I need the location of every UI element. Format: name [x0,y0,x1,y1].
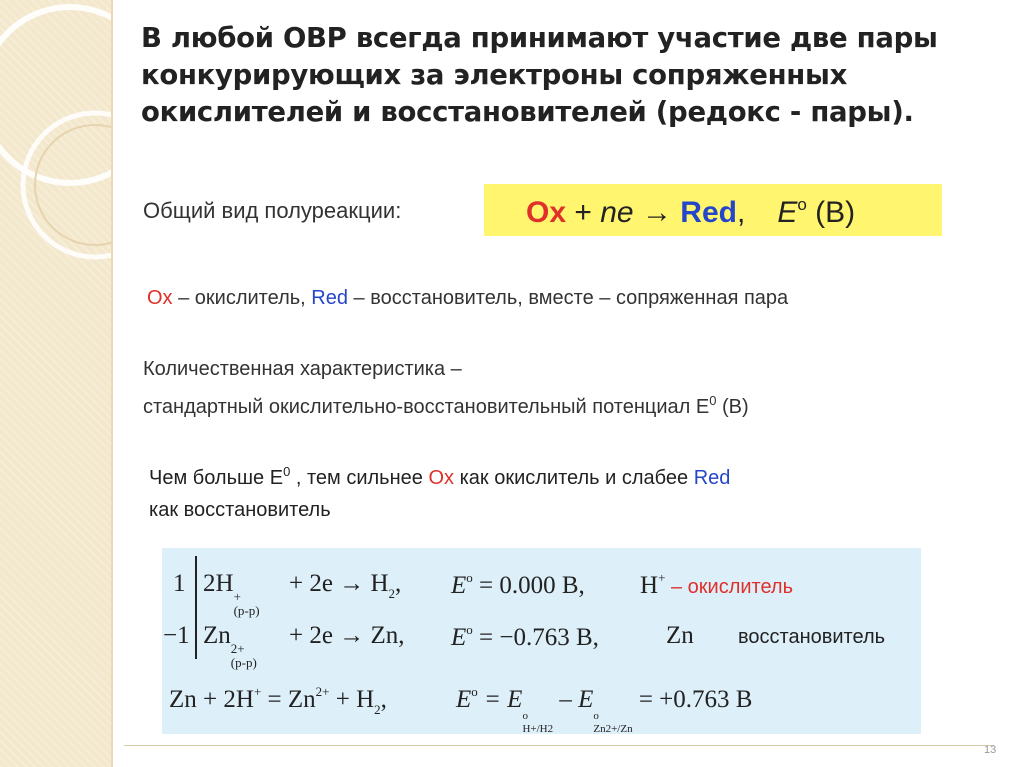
row2-role-species: Zn [666,622,694,649]
cmp-line-1 [149,456,730,494]
definition-ox-text: – окислитель, [172,287,312,309]
cmp-ox: Ox [428,467,455,489]
cmp-p2: , тем сильнее [290,467,429,489]
row2-e: E [451,624,467,651]
row1-e-deg: o [466,570,473,585]
row2-coefficient: −1 [163,622,190,649]
row3-tail: , [380,686,387,713]
row2-role-text: восстановитель [738,626,886,648]
quant-sup: 0 [709,393,717,408]
cmp-red: Red [693,467,731,489]
row1-role-species: H [640,572,659,599]
row1-species-sub: (p-p) [233,603,260,618]
row3-e: E [456,686,472,713]
row2-species-sub: (p-p) [230,655,257,670]
title-line-3: окислителей и восстановителей (редокс - пары). [141,96,914,128]
row3-e2-sub: Zn2+/Zn [593,723,633,735]
row1-species [203,570,260,618]
quantitative-characteristic [143,354,749,423]
formula-arrow: → [633,196,681,229]
row1-mid-sub: 2 [388,586,395,601]
row1-potential [451,570,585,600]
decorative-sidebar [0,0,111,767]
row1-role-text: – окислитель [665,576,794,598]
title-line-2: конкурирующих за электроны сопряженных [141,59,848,91]
row2-e-deg: o [466,622,473,637]
row3-result: = +0.763 В [632,686,753,713]
definition-ox: Ox [147,287,173,309]
row1-coefficient: 1 [173,570,186,597]
row3-e1-deg: o [522,710,528,722]
title-line-1: В любой ОВР всегда принимают участие две пары [141,22,938,54]
sidebar-edge [111,0,113,767]
definition-red-text: – восстановитель, вместе – сопряженная пара [348,287,789,309]
row1-species-sup: + [233,589,241,604]
row1-mid-text: + 2e → H [289,570,389,597]
row2-potential [451,622,599,652]
general-form-label: Общий вид полуреакции: [143,198,402,223]
row3-e1-sub: H+/H2 [522,723,554,735]
quant-line-2 [143,385,749,423]
page-number: 13 [984,744,997,756]
cmp-p3: как окислитель и слабее [454,467,694,489]
row1-e: E [451,572,467,599]
cmp-sup: 0 [283,464,291,479]
cmp-p1: Чем больше E [149,467,284,489]
row1-tail: , [395,570,402,597]
formula-e: E [777,196,798,229]
row3-lhs-sup: + [253,684,262,699]
row3-e-deg: o [471,684,478,699]
row3-plus-sub: 2 [374,702,381,717]
row3-eq2: = E [477,686,523,713]
row1-middle [289,570,401,602]
row3-lhs: Zn + 2H [169,686,254,713]
row1-species-text: 2H [203,570,234,597]
row2-species-text: Zn [203,622,231,649]
row3-eq: = Zn [261,686,316,713]
definition-line [147,287,788,310]
row3-minus: – E [553,686,594,713]
formula-ox: Ox [526,196,567,229]
comparison-text [149,456,730,526]
definition-red: Red [311,287,348,309]
decorative-circles [0,0,111,767]
formula-ne: ne [600,196,634,229]
row3-potential [456,684,752,736]
row2-middle: + 2e → Zn, [289,622,405,649]
quant-line-2-text: стандартный окислительно-восстановительный потенциал E [143,396,710,418]
formula-e-degree: o [797,195,807,214]
formula-plus: + [566,196,601,229]
row1-role-sup: + [658,570,666,585]
row3-plus: + H [329,686,375,713]
formula-unit: (B) [806,196,856,229]
slide-title [141,20,981,131]
row1-role [640,570,793,600]
quant-line-2-end: (B) [716,396,749,418]
quant-line-1: Количественная характеристика – [143,358,462,380]
cmp-line-2: как восстановитель [149,499,331,521]
row3-e2-deg: o [593,710,599,722]
row2-species [203,622,257,670]
row1-value: = 0.000 В, [479,572,585,599]
row2-species-sup: 2+ [230,641,245,656]
row3-reaction [169,684,387,718]
formula-red: Red [680,196,737,229]
formula-comma: , [736,196,746,229]
row3-eq-sup: 2+ [315,684,330,699]
half-reaction-formula [526,195,855,230]
row2-value: = −0.763 В, [479,624,599,651]
equation-bracket-line [195,556,197,659]
bottom-divider [124,745,994,746]
